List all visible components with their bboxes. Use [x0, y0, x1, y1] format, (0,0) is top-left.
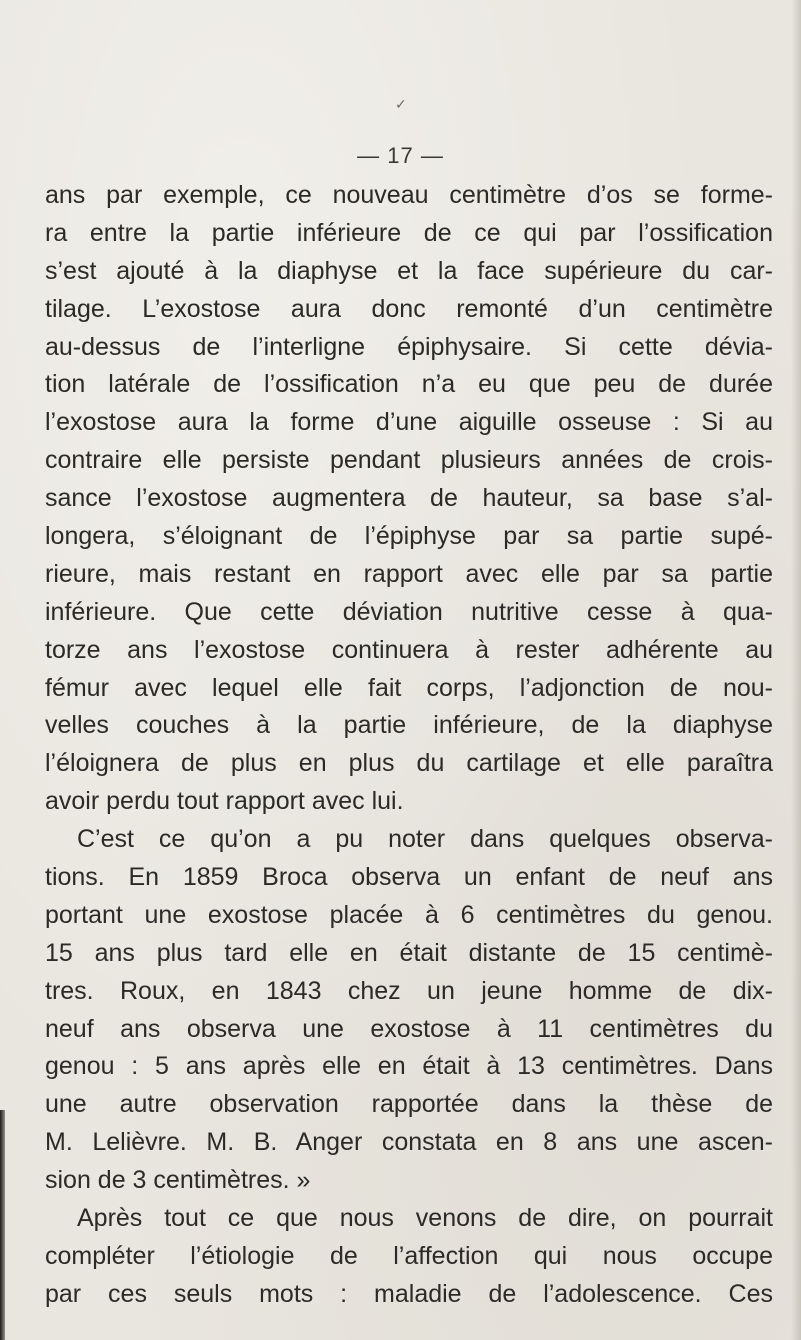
- text-line: torze ans l’exostose continuera à rester adhérente au: [45, 635, 773, 664]
- text-line: portant une exostose placée à 6 centimètres du genou.: [45, 900, 773, 929]
- text-line: velles couches à la partie inférieure, de la diaphyse: [45, 711, 773, 740]
- page-edge-shadow: [791, 0, 801, 1340]
- text-line: par ces seuls mots : maladie de l’adolescence. Ces: [45, 1279, 773, 1308]
- text-line: M. Lelièvre. M. B. Anger constata en 8 ans une ascen-: [45, 1128, 773, 1157]
- text-line: ans par exemple, ce nouveau centimètre d’os se forme-: [45, 181, 773, 209]
- text-line: genou : 5 ans après elle en était à 13 centimètres. Dans: [45, 1052, 773, 1081]
- text-line: au-dessus de l’interligne épiphysaire. Si cette dévia-: [45, 332, 773, 361]
- text-line: neuf ans observa une exostose à 11 centimètres du: [45, 1014, 773, 1043]
- binding-edge-bar: [0, 1110, 5, 1340]
- text-line: rieure, mais restant en rapport avec elle par sa partie: [45, 559, 773, 588]
- text-line: une autre observation rapportée dans la thèse de: [45, 1090, 773, 1119]
- text-line: tres. Roux, en 1843 chez un jeune homme de dix-: [45, 976, 773, 1005]
- text-line: tions. En 1859 Broca observa un enfant de neuf ans: [45, 863, 773, 892]
- text-line: l’éloignera de plus en plus du cartilage et elle paraîtra: [45, 749, 773, 778]
- paper-blemish-mark: ✓: [395, 96, 407, 112]
- text-line: tion latérale de l’ossification n’a eu que peu de durée: [45, 370, 773, 399]
- text-line: tilage. L’exostose aura donc remonté d’un centimètre: [45, 294, 773, 323]
- text-line: ra entre la partie inférieure de ce qui par l’ossification: [45, 218, 773, 247]
- body-text: [45, 177, 773, 1314]
- text-line: inférieure. Que cette déviation nutritive cesse à qua-: [45, 597, 773, 626]
- text-line: s’est ajouté à la diaphyse et la face supérieure du car-: [45, 256, 773, 285]
- page-number: — 17 —: [357, 143, 444, 168]
- text-line: l’exostose aura la forme d’une aiguille osseuse : Si au: [45, 408, 773, 437]
- text-line: sance l’exostose augmentera de hauteur, sa base s’al-: [45, 484, 773, 513]
- text-line: contraire elle persiste pendant plusieurs années de crois-: [45, 446, 773, 475]
- text-line: fémur avec lequel elle fait corps, l’adjonction de nou-: [45, 673, 773, 702]
- text-line: sion de 3 centimètres. »: [45, 1166, 311, 1195]
- text-line: C’est ce qu’on a pu noter dans quelques observa-: [77, 825, 773, 854]
- text-line: avoir perdu tout rapport avec lui.: [45, 787, 404, 816]
- text-line: longera, s’éloignant de l’épiphyse par sa partie supé-: [45, 522, 773, 551]
- text-line: 15 ans plus tard elle en était distante de 15 centimè-: [45, 938, 773, 967]
- text-line: compléter l’étiologie de l’affection qui nous occupe: [45, 1241, 773, 1270]
- text-line: Après tout ce que nous venons de dire, on pourrait: [77, 1204, 773, 1233]
